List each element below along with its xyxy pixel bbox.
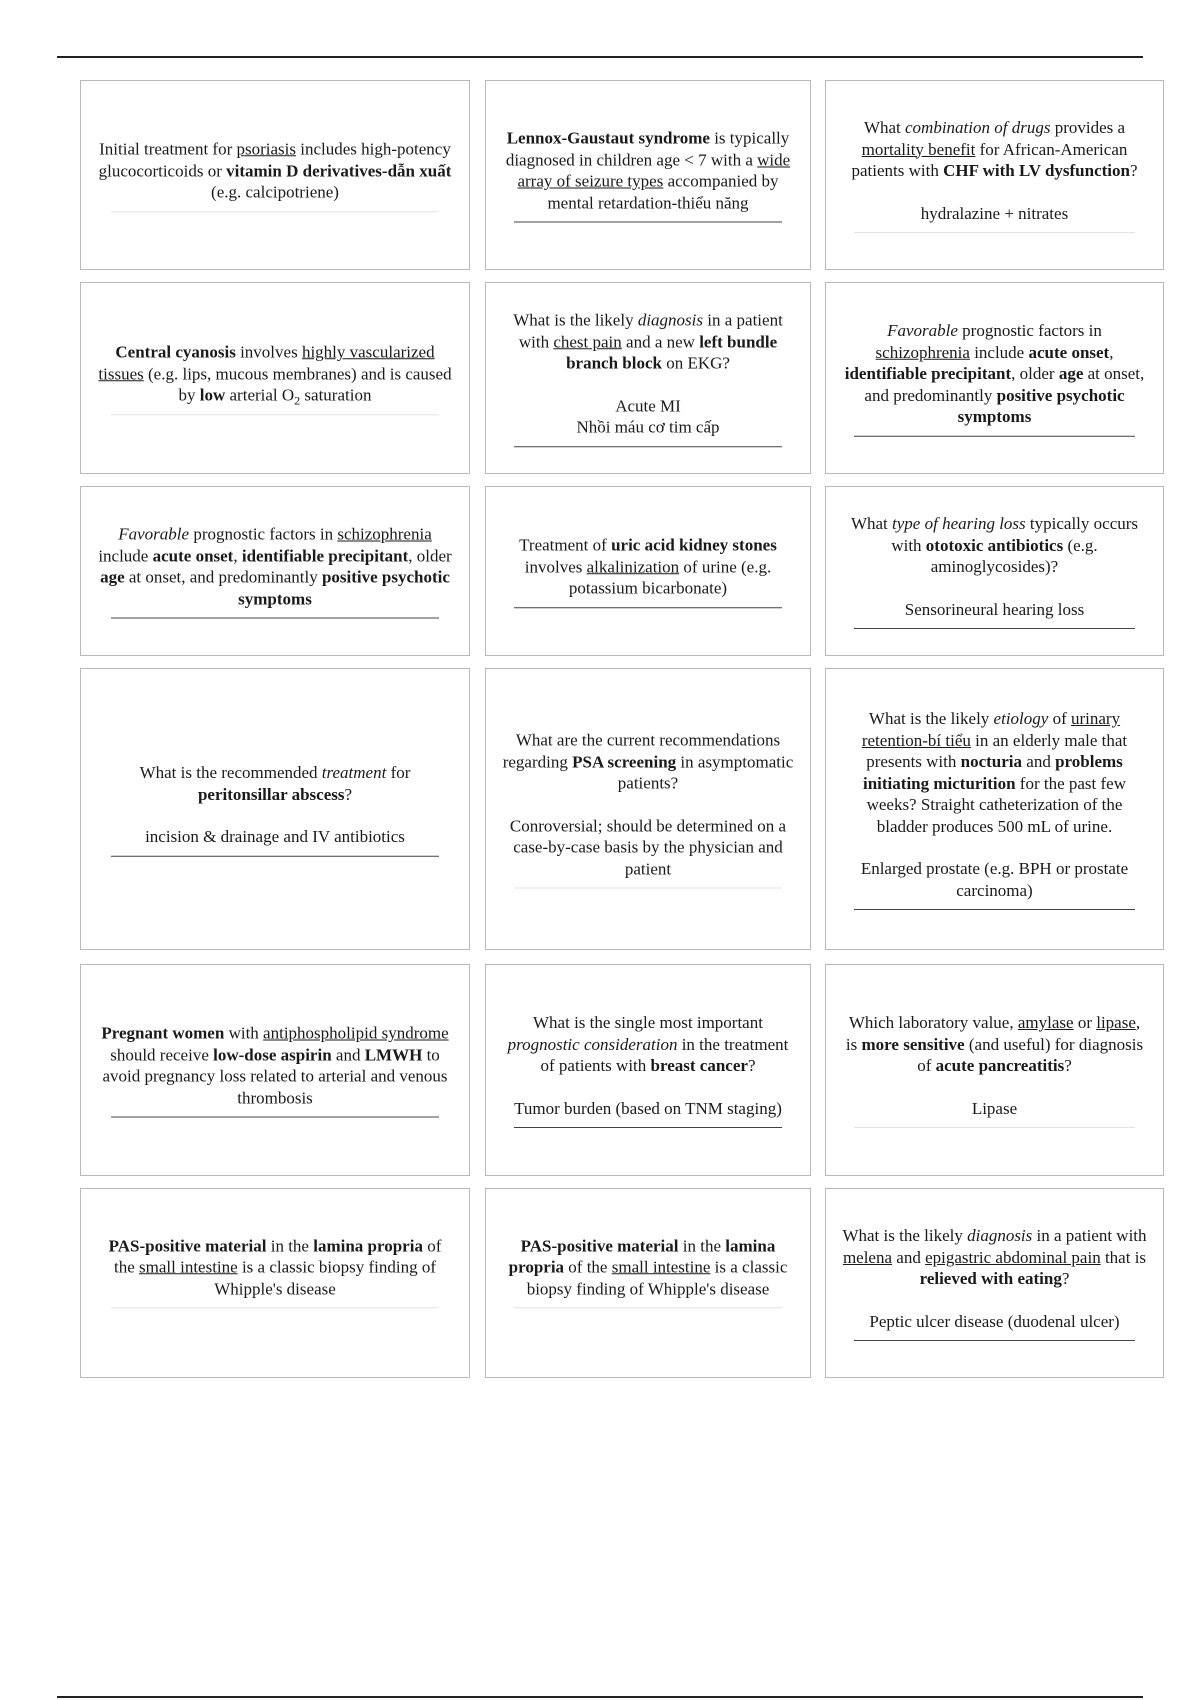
card-divider xyxy=(514,222,783,223)
card-question: Favorable prognostic factors in schizophrenia include acute onset, identifiable precipitant, older age at onset, and predominantly positive psychotic symptoms xyxy=(98,524,452,608)
flashcard xyxy=(80,486,470,656)
card-question: Favorable prognostic factors in schizophrenia include acute onset, identifiable precipitant, older age at onset, and predominantly positive psychotic symptoms xyxy=(844,320,1145,426)
flashcard xyxy=(485,80,811,270)
card-answer: incision & drainage and IV antibiotics xyxy=(145,826,405,846)
card-answer: Sensorineural hearing loss xyxy=(904,599,1085,619)
card-divider xyxy=(854,628,1135,629)
card-answer: Lipase xyxy=(971,1098,1018,1118)
flashcard xyxy=(80,80,470,270)
card-question: PAS-positive material in the lamina propria of the small intestine is a classic biopsy finding of Whipple's disease xyxy=(108,1235,442,1298)
card-divider xyxy=(111,211,439,212)
card-divider xyxy=(111,855,439,856)
card-question: What is the likely diagnosis in a patient with chest pain and a new left bundle branch block on EKG? xyxy=(513,310,783,373)
flashcard xyxy=(485,282,811,474)
card-divider xyxy=(111,618,439,619)
flashcard xyxy=(80,964,470,1176)
flashcard xyxy=(80,668,470,950)
card-divider xyxy=(514,607,783,608)
card-answer: hydralazine + nitrates xyxy=(920,203,1069,223)
flashcard xyxy=(825,668,1164,950)
card-question: What combination of drugs provides a mortality benefit for African-American patients with CHF with LV dysfunction? xyxy=(851,118,1138,180)
card-divider xyxy=(111,414,439,415)
flashcard xyxy=(825,486,1164,656)
card-question: Pregnant women with antiphospholipid syndrome should receive low-dose aspirin and LMWH to avoid pregnancy loss related to arterial and venous thrombosis xyxy=(101,1023,449,1107)
flashcard xyxy=(80,1188,470,1378)
card-divider xyxy=(514,888,783,889)
card-divider xyxy=(111,1307,439,1308)
flashcard xyxy=(485,668,811,950)
card-divider xyxy=(514,1127,783,1128)
card-question: What is the recommended treatment for peritonsillar abscess? xyxy=(139,762,411,804)
card-question: What is the likely etiology of urinary retention-bí tiểu in an elderly male that presents with nocturia and problems initiating micturition for the past few weeks? Straight catheterization of the bladder produces 500 mL of urine. xyxy=(861,709,1128,836)
card-question: What are the current recommendations regarding PSA screening in asymptomatic patients? xyxy=(502,730,794,793)
flashcard xyxy=(825,282,1164,474)
card-divider xyxy=(514,1307,783,1308)
card-question: PAS-positive material in the lamina propria of the small intestine is a classic biopsy finding of Whipple's disease xyxy=(508,1235,788,1298)
card-answer: Tumor burden (based on TNM staging) xyxy=(514,1098,782,1118)
bottom-rule xyxy=(57,1696,1143,1698)
flashcard xyxy=(485,964,811,1176)
flashcard xyxy=(825,964,1164,1176)
card-question: What is the likely diagnosis in a patient with melena and epigastric abdominal pain that is relieved with eating? xyxy=(842,1226,1147,1288)
card-answer: Acute MI Nhồi máu cơ tim cấp xyxy=(576,395,720,437)
card-answer: Peptic ulcer disease (duodenal ulcer) xyxy=(869,1311,1120,1331)
flashcard xyxy=(80,282,470,474)
card-divider xyxy=(111,1117,439,1118)
card-answer: Conroversial; should be determined on a case-by-case basis by the physician and patient xyxy=(509,816,787,878)
card-question: Central cyanosis involves highly vascularized tissues (e.g. lips, mucous membranes) and is caused by low arterial $O_2$ saturation xyxy=(98,342,452,408)
card-divider xyxy=(854,909,1135,910)
card-divider xyxy=(854,1340,1135,1341)
card-answer: Enlarged prostate (e.g. BPH or prostate carcinoma) xyxy=(860,859,1129,900)
flashcard xyxy=(485,1188,811,1378)
flashcard xyxy=(485,486,811,656)
card-question: Which laboratory value, amylase or lipase, is more sensitive (and useful) for diagnosis of acute pancreatitis? xyxy=(845,1013,1144,1075)
card-question: Initial treatment for psoriasis includes high-potency glucocorticoids or vitamin D derivatives-dẫn xuất (e.g. calcipotriene) xyxy=(98,139,452,202)
card-question: Treatment of uric acid kidney stones involves alkalinization of urine (e.g. potassium bicarbonate) xyxy=(519,535,777,598)
top-rule xyxy=(57,56,1143,58)
card-question: What is the single most important prognostic consideration in the treatment of patients with breast cancer? xyxy=(507,1013,789,1075)
card-divider xyxy=(854,1127,1135,1128)
flashcard xyxy=(825,80,1164,270)
card-question: Lennox-Gaustaut syndrome is typically diagnosed in children age < 7 with a wide array of seizure types accompanied by mental retardation-thiểu năng xyxy=(505,128,791,212)
flashcard xyxy=(825,1188,1164,1378)
card-question: What type of hearing loss typically occurs with ototoxic antibiotics (e.g. aminoglycosides)? xyxy=(850,514,1139,576)
card-divider xyxy=(514,446,783,447)
card-divider xyxy=(854,232,1135,233)
card-divider xyxy=(854,435,1135,436)
